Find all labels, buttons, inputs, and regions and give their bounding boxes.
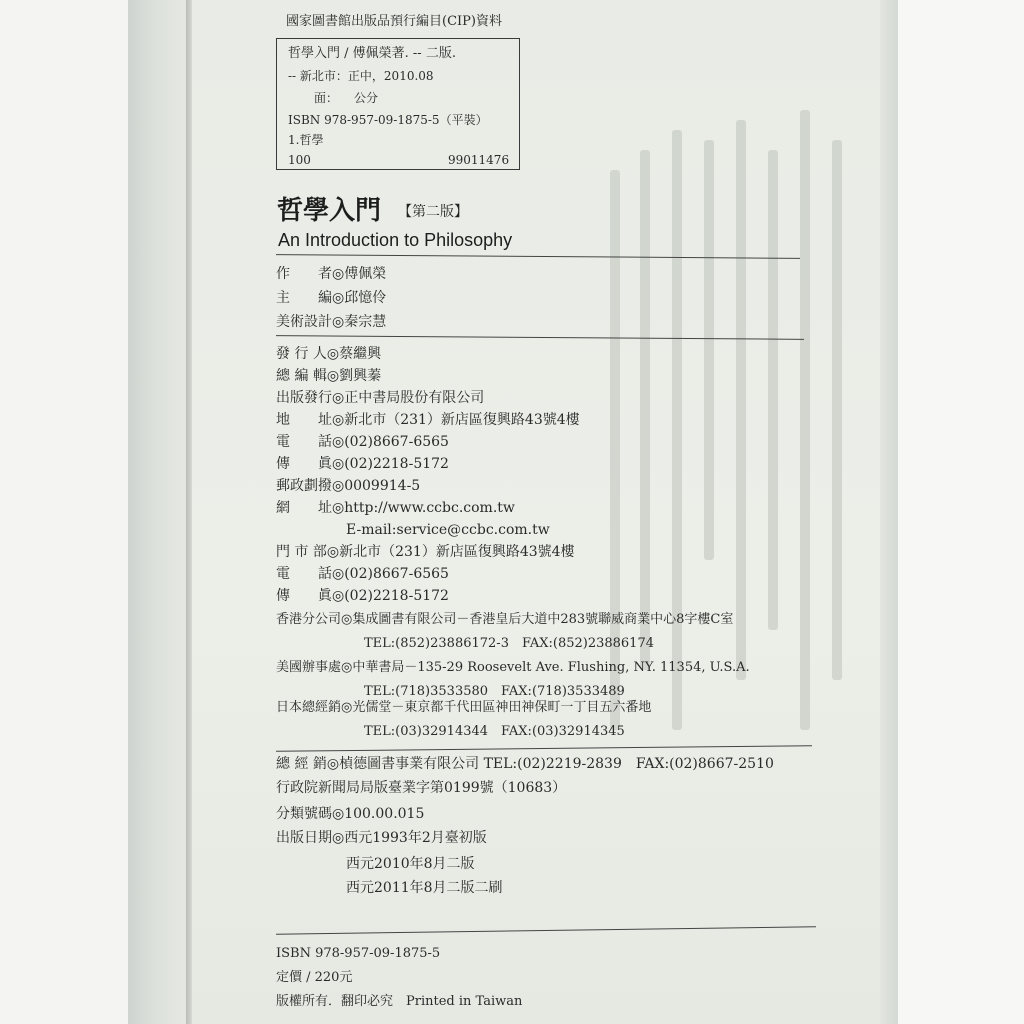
credit-author: 作 者◎傅佩榮 bbox=[276, 266, 387, 282]
store-address: 門 市 部◎新北市（231）新店區復興路43號4樓 bbox=[276, 544, 575, 560]
general-distributor: 總 經 銷◎楨德圖書事業有限公司 TEL:(02)2219-2839 FAX:(02)8667-2510 bbox=[276, 756, 774, 772]
credit-editor: 主 編◎邱憶伶 bbox=[276, 290, 387, 306]
page-right-edge bbox=[880, 0, 898, 1024]
cip-heading: 國家圖書館出版品預行編目(CIP)資料 bbox=[286, 14, 502, 29]
hong-kong-branch: 香港分公司◎集成圖書有限公司－香港皇后大道中283號聯威商業中心8字樓C室 bbox=[276, 612, 734, 627]
classification-number: 分類號碼◎100.00.015 bbox=[276, 806, 425, 822]
japan-distributor: 日本總經銷◎光儒堂－東京都千代田區神田神保町一丁目五六番地 bbox=[276, 700, 652, 715]
publisher-address: 地 址◎新北市（231）新店區復興路43號4樓 bbox=[276, 412, 580, 428]
japan-contact: TEL:(03)32914344 FAX:(03)32914345 bbox=[364, 724, 625, 739]
edition-label: 【第二版】 bbox=[398, 204, 468, 220]
postal-account: 郵政劃撥◎0009914-5 bbox=[276, 478, 421, 494]
cip-size-unit: 公分 bbox=[354, 91, 379, 105]
publisher-name: 出版發行◎正中書局股份有限公司 bbox=[276, 390, 485, 406]
us-office: 美國辦事處◎中華書局－135-29 Roosevelt Ave. Flushing, NY. 11354, U.S.A. bbox=[276, 660, 750, 675]
cip-title-line: 哲學入門 / 傅佩榮著. -- 二版. bbox=[288, 46, 456, 61]
publisher-issuer: 發 行 人◎蔡繼興 bbox=[276, 346, 382, 362]
us-contact: TEL:(718)3533580 FAX:(718)3533489 bbox=[364, 684, 625, 699]
footer-isbn: ISBN 978-957-09-1875-5 bbox=[276, 946, 441, 961]
license-number: 行政院新聞局局版臺業字第0199號（10683） bbox=[276, 780, 567, 796]
cip-pages-label: 面： bbox=[314, 91, 339, 105]
cip-class-number: 100 bbox=[288, 153, 311, 167]
cip-publication-line: -- 新北市：正中，2010.08 bbox=[288, 69, 434, 83]
publisher-website: 網 址◎http://www.ccbc.com.tw bbox=[276, 500, 515, 516]
publisher-chief-editor: 總 編 輯◎劉興蓁 bbox=[276, 368, 382, 384]
store-phone: 電 話◎(02)8667-6565 bbox=[276, 566, 449, 582]
publication-date-second: 西元2010年8月二版 bbox=[346, 856, 475, 872]
background-left bbox=[0, 0, 128, 1024]
copyright-notice: 版權所有．翻印必究 Printed in Taiwan bbox=[276, 994, 523, 1009]
publisher-phone: 電 話◎(02)8667-6565 bbox=[276, 434, 449, 450]
book-title-english: An Introduction to Philosophy bbox=[278, 230, 513, 250]
price: 定價 / 220元 bbox=[276, 970, 353, 985]
cip-isbn: ISBN 978-957-09-1875-5（平裝） bbox=[288, 113, 488, 127]
store-fax: 傳 眞◎(02)2218-5172 bbox=[276, 588, 449, 604]
facing-page-edge bbox=[128, 0, 188, 1024]
cip-subject: 1.哲學 bbox=[288, 133, 324, 147]
hong-kong-contact: TEL:(852)23886172-3 FAX:(852)23886174 bbox=[364, 636, 654, 651]
publication-date-first: 出版日期◎西元1993年2月臺初版 bbox=[276, 830, 487, 846]
credit-art-design: 美術設計◎秦宗慧 bbox=[276, 314, 387, 330]
show-through-text bbox=[600, 110, 860, 830]
publisher-email: E-mail:service@ccbc.com.tw bbox=[346, 522, 550, 538]
background-right bbox=[898, 0, 1024, 1024]
cip-record-number: 99011476 bbox=[448, 153, 510, 167]
publisher-fax: 傳 眞◎(02)2218-5172 bbox=[276, 456, 449, 472]
publication-date-reprint: 西元2011年8月二版二刷 bbox=[346, 880, 503, 896]
book-title-chinese: 哲學入門 bbox=[277, 196, 382, 226]
